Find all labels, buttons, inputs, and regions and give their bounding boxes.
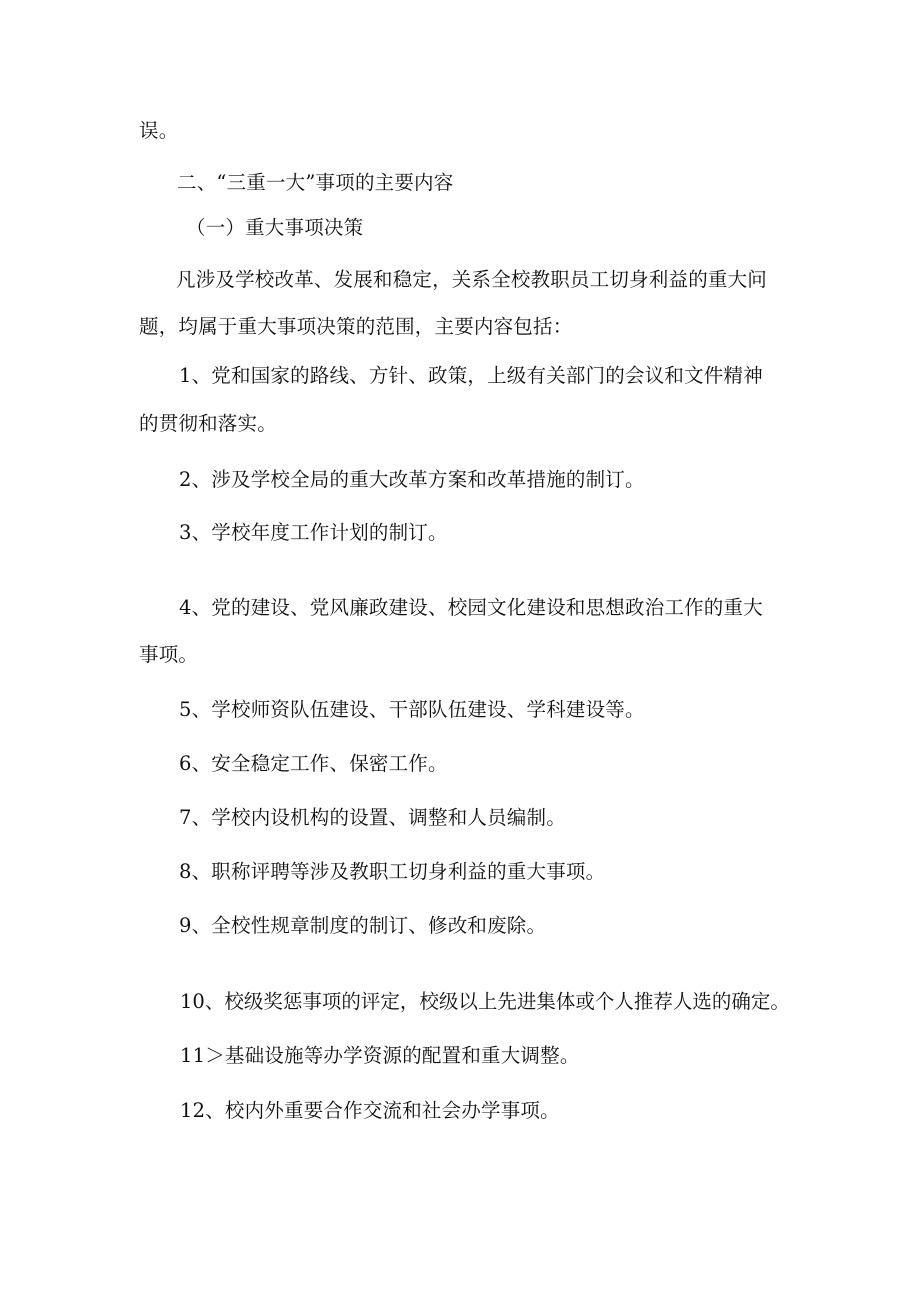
list-item-12: 12、校内外重要合作交流和社会办学事项。 xyxy=(180,1099,560,1122)
section-heading: 二、“三重一大”事项的主要内容 xyxy=(177,171,454,194)
list-item-10: 10、校级奖惩事项的评定，校级以上先进集体或个人推荐人选的确定。 xyxy=(180,990,790,1013)
list-item-4-continued: 事项。 xyxy=(139,643,199,666)
list-item-1: 1、党和国家的路线、方针、政策，上级有关部门的会议和文件精神 xyxy=(179,364,763,387)
list-item-2: 2、涉及学校全局的重大改革方案和改革措施的制订。 xyxy=(179,468,645,491)
paragraph-line: 题，均属于重大事项决策的范围，主要内容包括： xyxy=(139,315,573,338)
list-item-6: 6、安全稳定工作、保密工作。 xyxy=(179,752,448,775)
subsection-heading: （一）重大事项决策 xyxy=(186,216,364,239)
list-item-9: 9、全校性规章制度的制订、修改和废除。 xyxy=(179,914,547,937)
list-item-5: 5、学校师资队伍建设、干部队伍建设、学科建设等。 xyxy=(179,698,645,721)
paragraph-line: 凡涉及学校改革、发展和稳定，关系全校教职员工切身利益的重大问 xyxy=(176,268,768,291)
text-line-continuation: 误。 xyxy=(139,119,179,142)
list-item-3: 3、学校年度工作计划的制订。 xyxy=(179,521,448,544)
list-item-1-continued: 的贯彻和落实。 xyxy=(139,412,277,435)
list-item-4: 4、党的建设、党风廉政建设、校园文化建设和思想政治工作的重大 xyxy=(179,596,763,619)
list-item-7: 7、学校内设机构的设置、调整和人员编制。 xyxy=(179,806,566,829)
list-item-8: 8、职称评聘等涉及教职工切身利益的重大事项。 xyxy=(179,860,606,883)
list-item-11: 11＞基础设施等办学资源的配置和重大调整。 xyxy=(180,1044,580,1067)
